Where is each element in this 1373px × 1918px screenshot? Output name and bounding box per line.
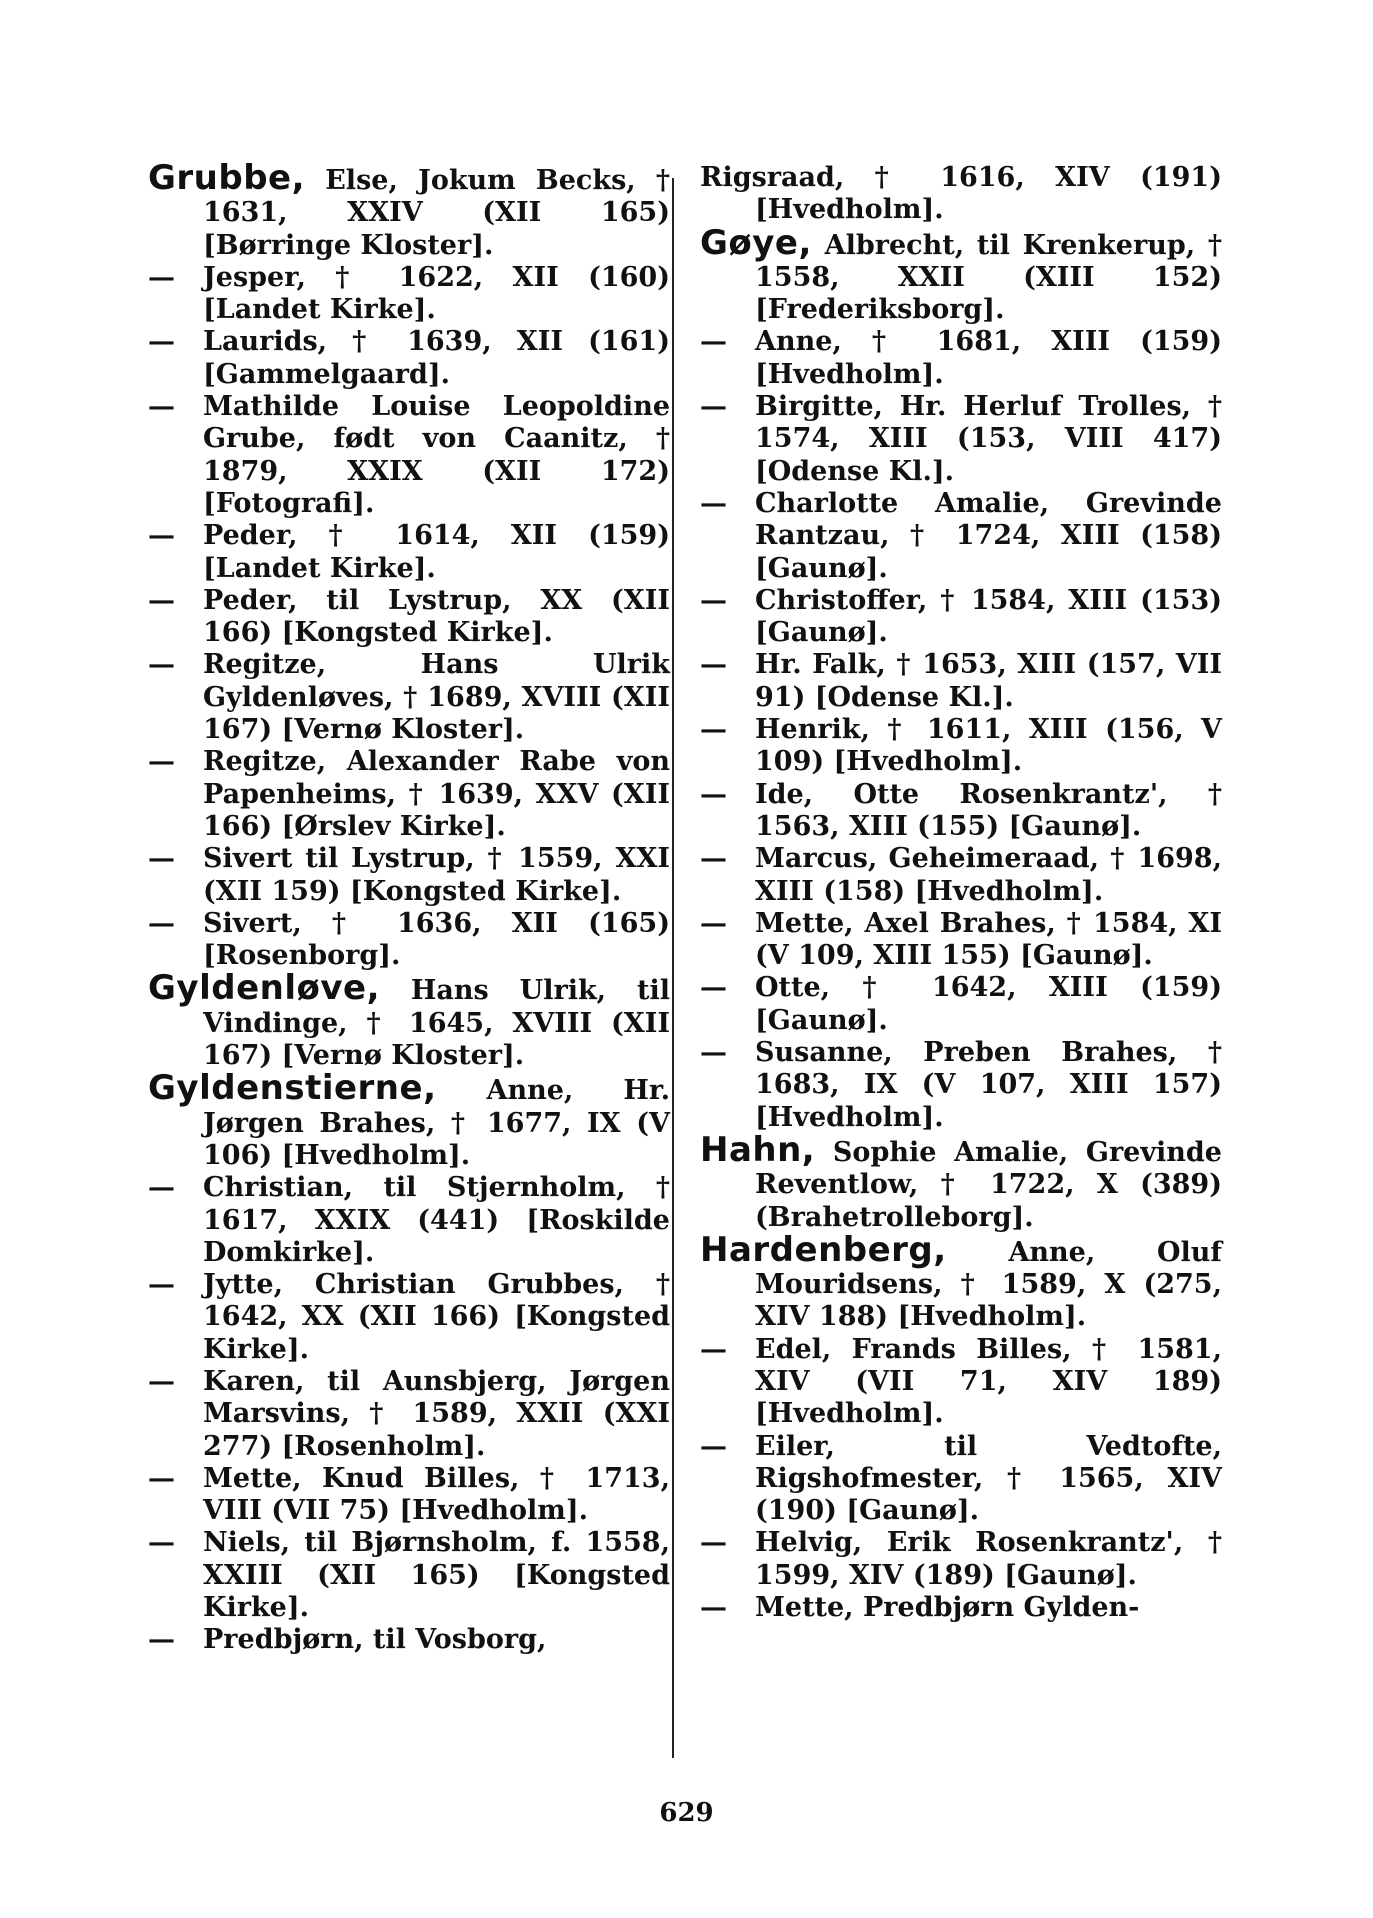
entry-dash: — bbox=[700, 907, 727, 939]
index-entry bbox=[148, 262, 670, 327]
index-entry bbox=[700, 779, 1222, 844]
index-entry bbox=[148, 843, 670, 908]
entry-surname: Grubbe, bbox=[148, 158, 306, 198]
entry-dash: — bbox=[700, 1592, 727, 1624]
entry-dash: — bbox=[700, 649, 727, 681]
entry-text: Eiler, til Vedtofte, Rigshofmester, † 1565, XIV (190) [Gaunø]. bbox=[755, 1430, 1222, 1527]
entry-dash: — bbox=[700, 778, 727, 810]
entry-text: Hr. Falk, † 1653, XIII (157, VII 91) [Odense Kl.]. bbox=[755, 649, 1222, 713]
index-entry bbox=[148, 1068, 670, 1172]
entry-text: Marcus, Geheimeraad, † 1698, XIII (158) [Hvedholm]. bbox=[755, 843, 1222, 907]
index-entry bbox=[148, 520, 670, 585]
entry-text: Laurids, † 1639, XII (161) [Gammelgaard]. bbox=[203, 326, 670, 390]
entry-text: Sivert til Lystrup, † 1559, XXI (XII 159) [Kongsted Kirke]. bbox=[203, 843, 670, 907]
entry-surname: Gyldenstierne, bbox=[148, 1068, 437, 1109]
index-entry bbox=[700, 222, 1222, 327]
entry-dash: — bbox=[700, 391, 727, 423]
entry-text: Sivert, † 1636, XII (165) [Rosenborg]. bbox=[203, 907, 670, 972]
entry-text: Niels, til Bjørnsholm, f. 1558, XXIII (XII 165) [Kongsted Kirke]. bbox=[203, 1527, 670, 1624]
entry-dash: — bbox=[700, 1037, 727, 1069]
index-entry bbox=[148, 1624, 670, 1656]
entry-text: Christoffer, † 1584, XIII (153) [Gaunø]. bbox=[755, 584, 1222, 649]
entry-text: Susanne, Preben Brahes, † 1683, IX (V 107, XIII 157) [Hvedholm]. bbox=[755, 1037, 1222, 1133]
entry-text: Jesper, † 1622, XII (160) [Landet Kirke]. bbox=[203, 261, 670, 326]
index-entry bbox=[700, 649, 1222, 714]
entry-dash: — bbox=[700, 487, 727, 519]
entry-dash: — bbox=[148, 1269, 175, 1301]
entry-dash: — bbox=[148, 907, 175, 939]
index-entry bbox=[700, 1129, 1222, 1234]
entry-text: Albrecht, til Krenkerup, † 1558, XXII (XIII 152) [Frederiksborg]. bbox=[755, 229, 1222, 326]
entry-text: Peder, † 1614, XII (159) [Landet Kirke]. bbox=[203, 520, 670, 584]
entry-surname: Hardenberg, bbox=[700, 1229, 947, 1270]
page-number: 629 bbox=[659, 1798, 714, 1828]
index-entry bbox=[148, 968, 670, 1072]
entry-text: Else, Jokum Becks, † 1631, XXIV (XII 165) [Børringe Kloster]. bbox=[203, 165, 670, 261]
entry-dash: — bbox=[148, 1365, 175, 1397]
entry-dash: — bbox=[148, 391, 175, 423]
entry-dash: — bbox=[148, 584, 175, 616]
index-entry bbox=[700, 1431, 1222, 1528]
entry-text: Edel, Frands Billes, † 1581, XIV (VII 71, XIV 189) [Hvedholm]. bbox=[755, 1333, 1222, 1430]
entry-text: Christian, til Stjernholm, † 1617, XXIX (441) [Roskilde Domkirke]. bbox=[203, 1172, 670, 1268]
index-entry bbox=[148, 326, 670, 391]
index-entry bbox=[700, 391, 1222, 488]
index-entry bbox=[148, 1366, 670, 1463]
index-entry bbox=[700, 585, 1222, 650]
index-entry bbox=[700, 843, 1222, 908]
entry-dash: — bbox=[148, 1172, 175, 1204]
index-entry bbox=[148, 1463, 670, 1528]
entry-surname: Gøye, bbox=[700, 222, 812, 263]
index-entry bbox=[148, 1269, 670, 1366]
entry-dash: — bbox=[148, 649, 175, 681]
entry-text: Mette, Predbjørn Gylden- bbox=[755, 1592, 1140, 1624]
entry-dash: — bbox=[148, 746, 175, 778]
index-entry bbox=[700, 908, 1222, 973]
entry-dash: — bbox=[700, 714, 727, 746]
entry-text: Henrik, † 1611, XIII (156, V 109) [Hvedholm]. bbox=[755, 714, 1222, 778]
entry-text: Regitze, Alexander Rabe von Papenheims, † 1639, XXV (XII 166) [Ørslev Kirke]. bbox=[203, 746, 670, 842]
index-entry bbox=[700, 1527, 1222, 1592]
entry-text: Anne, Oluf Mouridsens, † 1589, X (275, XIV 188) [Hvedholm]. bbox=[755, 1236, 1222, 1333]
index-entry bbox=[700, 326, 1222, 391]
entry-text: Sophie Amalie, Grevinde Reventlow, † 1722, X (389) (Brahetrolleborg]. bbox=[755, 1136, 1222, 1233]
index-entry bbox=[148, 908, 670, 973]
entry-text: Mette, Knud Billes, † 1713, VIII (VII 75) [Hvedholm]. bbox=[203, 1462, 670, 1527]
entry-dash: — bbox=[148, 1624, 175, 1656]
index-entry bbox=[148, 158, 670, 262]
index-entry bbox=[148, 391, 670, 520]
entry-text: Peder, til Lystrup, XX (XII 166) [Kongsted Kirke]. bbox=[203, 584, 670, 649]
entry-dash: — bbox=[148, 1462, 175, 1494]
entry-text: Anne, Hr. Jørgen Brahes, † 1677, IX (V 106) [Hvedholm]. bbox=[203, 1075, 670, 1171]
entry-dash: — bbox=[148, 843, 175, 875]
entry-text: Charlotte Amalie, Grevinde Rantzau, † 1724, XIII (158) [Gaunø]. bbox=[755, 487, 1222, 584]
index-entry bbox=[148, 1172, 670, 1269]
index-entry bbox=[700, 1334, 1222, 1431]
column-divider bbox=[672, 178, 674, 1758]
entry-text: Predbjørn, til Vosborg, bbox=[203, 1624, 547, 1656]
entry-dash: — bbox=[700, 1527, 727, 1559]
index-entry bbox=[700, 488, 1222, 585]
index-entry bbox=[700, 162, 1222, 227]
entry-dash: — bbox=[700, 1333, 727, 1365]
entry-text: Jytte, Christian Grubbes, † 1642, XX (XII 166) [Kongsted Kirke]. bbox=[203, 1269, 670, 1365]
entry-text: Mette, Axel Brahes, † 1584, XI (V 109, XIII 155) [Gaunø]. bbox=[755, 907, 1222, 972]
entry-surname: Hahn, bbox=[700, 1129, 816, 1170]
entry-text: Otte, † 1642, XIII (159) [Gaunø]. bbox=[755, 972, 1222, 1036]
right-column bbox=[700, 162, 1222, 1624]
entry-text: Anne, † 1681, XIII (159) [Hvedholm]. bbox=[755, 326, 1222, 390]
index-entry bbox=[148, 746, 670, 843]
entry-text: Mathilde Louise Leopoldine Grube, født von Caanitz, † 1879, XXIX (XII 172) [Fotografi]. bbox=[203, 391, 670, 519]
entry-dash: — bbox=[700, 843, 727, 875]
index-entry bbox=[148, 649, 670, 746]
entry-dash: — bbox=[700, 584, 727, 616]
entry-dash: — bbox=[700, 972, 727, 1004]
index-entry bbox=[700, 1592, 1222, 1624]
left-column bbox=[148, 158, 670, 1657]
entry-dash: — bbox=[148, 261, 175, 293]
entry-text: Rigsraad, † 1616, XIV (191) [Hvedholm]. bbox=[700, 162, 1222, 226]
entry-dash: — bbox=[700, 1430, 727, 1462]
entry-text: Ide, Otte Rosenkrantz', † 1563, XIII (155) [Gaunø]. bbox=[755, 778, 1222, 842]
entry-text: Birgitte, Hr. Herluf Trolles, † 1574, XIII (153, VIII 417) [Odense Kl.]. bbox=[755, 391, 1222, 487]
index-entry bbox=[148, 585, 670, 650]
entry-dash: — bbox=[700, 326, 727, 358]
entry-text: Karen, til Aunsbjerg, Jørgen Marsvins, † 1589, XXII (XXI 277) [Rosenholm]. bbox=[203, 1365, 670, 1462]
index-entry bbox=[700, 972, 1222, 1037]
entry-dash: — bbox=[148, 326, 175, 358]
entry-surname: Gyldenløve, bbox=[148, 968, 380, 1009]
index-entry bbox=[148, 1527, 670, 1624]
index-entry bbox=[700, 714, 1222, 779]
entry-text: Helvig, Erik Rosenkrantz', † 1599, XIV (189) [Gaunø]. bbox=[755, 1527, 1222, 1591]
entry-dash: — bbox=[148, 1527, 175, 1559]
entry-dash: — bbox=[148, 520, 175, 552]
index-entry bbox=[700, 1229, 1222, 1334]
entry-text: Regitze, Hans Ulrik Gyldenløves, † 1689, XVIII (XII 167) [Vernø Kloster]. bbox=[203, 649, 670, 746]
index-entry bbox=[700, 1037, 1222, 1134]
entry-text: Hans Ulrik, til Vindinge, † 1645, XVIII (XII 167) [Vernø Kloster]. bbox=[203, 975, 670, 1072]
